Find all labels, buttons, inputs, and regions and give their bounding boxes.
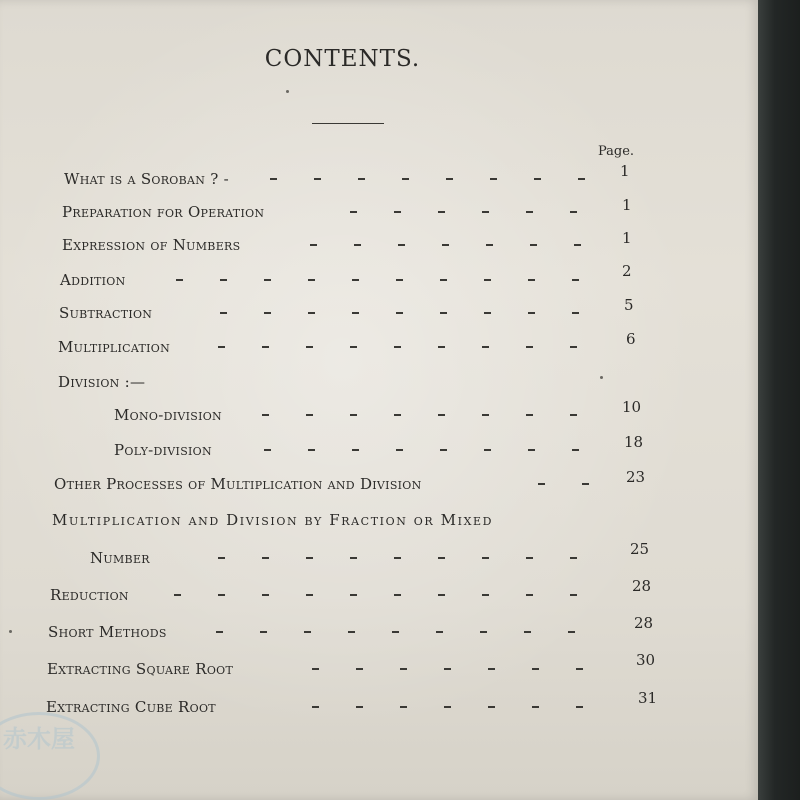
toc-entry-label: Extracting Cube Root [46,698,216,716]
toc-entry-page: 6 [626,330,636,348]
toc-entry-page: 23 [626,468,646,486]
toc-entry-page: 31 [638,689,658,707]
leader-dots [350,211,590,213]
toc-entry-label: Preparation for Operation [62,203,265,221]
leader-dots [538,483,596,485]
toc-entry-label: Expression of Numbers [62,236,241,254]
toc-entry-page: 10 [622,398,642,416]
toc-entry-page: 28 [634,614,654,632]
toc-entry-label: Subtraction [59,304,153,322]
leader-dots [176,279,590,281]
leader-dots [218,346,592,348]
leader-dots [220,312,592,314]
book-cover-edge [758,0,800,800]
toc-entry-label: Other Processes of Multiplication and Division [54,475,422,493]
toc-entry-page: 30 [636,651,656,669]
leader-dots [312,668,600,670]
leader-dots [218,557,596,559]
toc-subentry-label: Poly-division [114,441,212,459]
toc-entry-page: 1 [622,229,632,247]
toc-entry-page: 2 [622,262,632,280]
toc-entry-label: Multiplication and Division by Fraction or Mixed [52,511,494,529]
leader-dots [312,706,602,708]
toc-entry-label: Addition [60,271,126,289]
seller-stamp: 赤木屋 [0,712,100,800]
paper-speck [286,90,289,93]
toc-entry-page: 18 [624,433,644,451]
toc-entry-page: 25 [630,540,650,558]
leader-dots [264,449,594,451]
toc-entry-page: 1 [620,162,630,180]
toc-entry-label: Multiplication [58,338,171,356]
paper-speck [600,376,603,379]
leader-dots [310,244,590,246]
toc-entry-label: What is a Soroban ? - [64,170,230,188]
toc-subentry-label: Mono-division [114,406,222,424]
toc-entry-label: Extracting Square Root [47,660,234,678]
leader-dots [174,594,598,596]
leader-dots [216,631,598,633]
page-title: CONTENTS. [264,46,421,72]
toc-entry-label: Short Methods [48,623,167,641]
leader-dots [262,414,594,416]
toc-entry-page: 1 [622,196,632,214]
toc-section-label: Division :— [58,373,146,391]
page-column-heading: Page. [598,144,635,159]
toc-entry-page: 28 [632,577,652,595]
toc-entry-continuation: Number [90,549,150,567]
toc-entry-page: 5 [624,296,634,314]
paper-speck [9,630,12,633]
toc-entry-label: Reduction [50,586,129,604]
leader-dots [270,178,590,180]
